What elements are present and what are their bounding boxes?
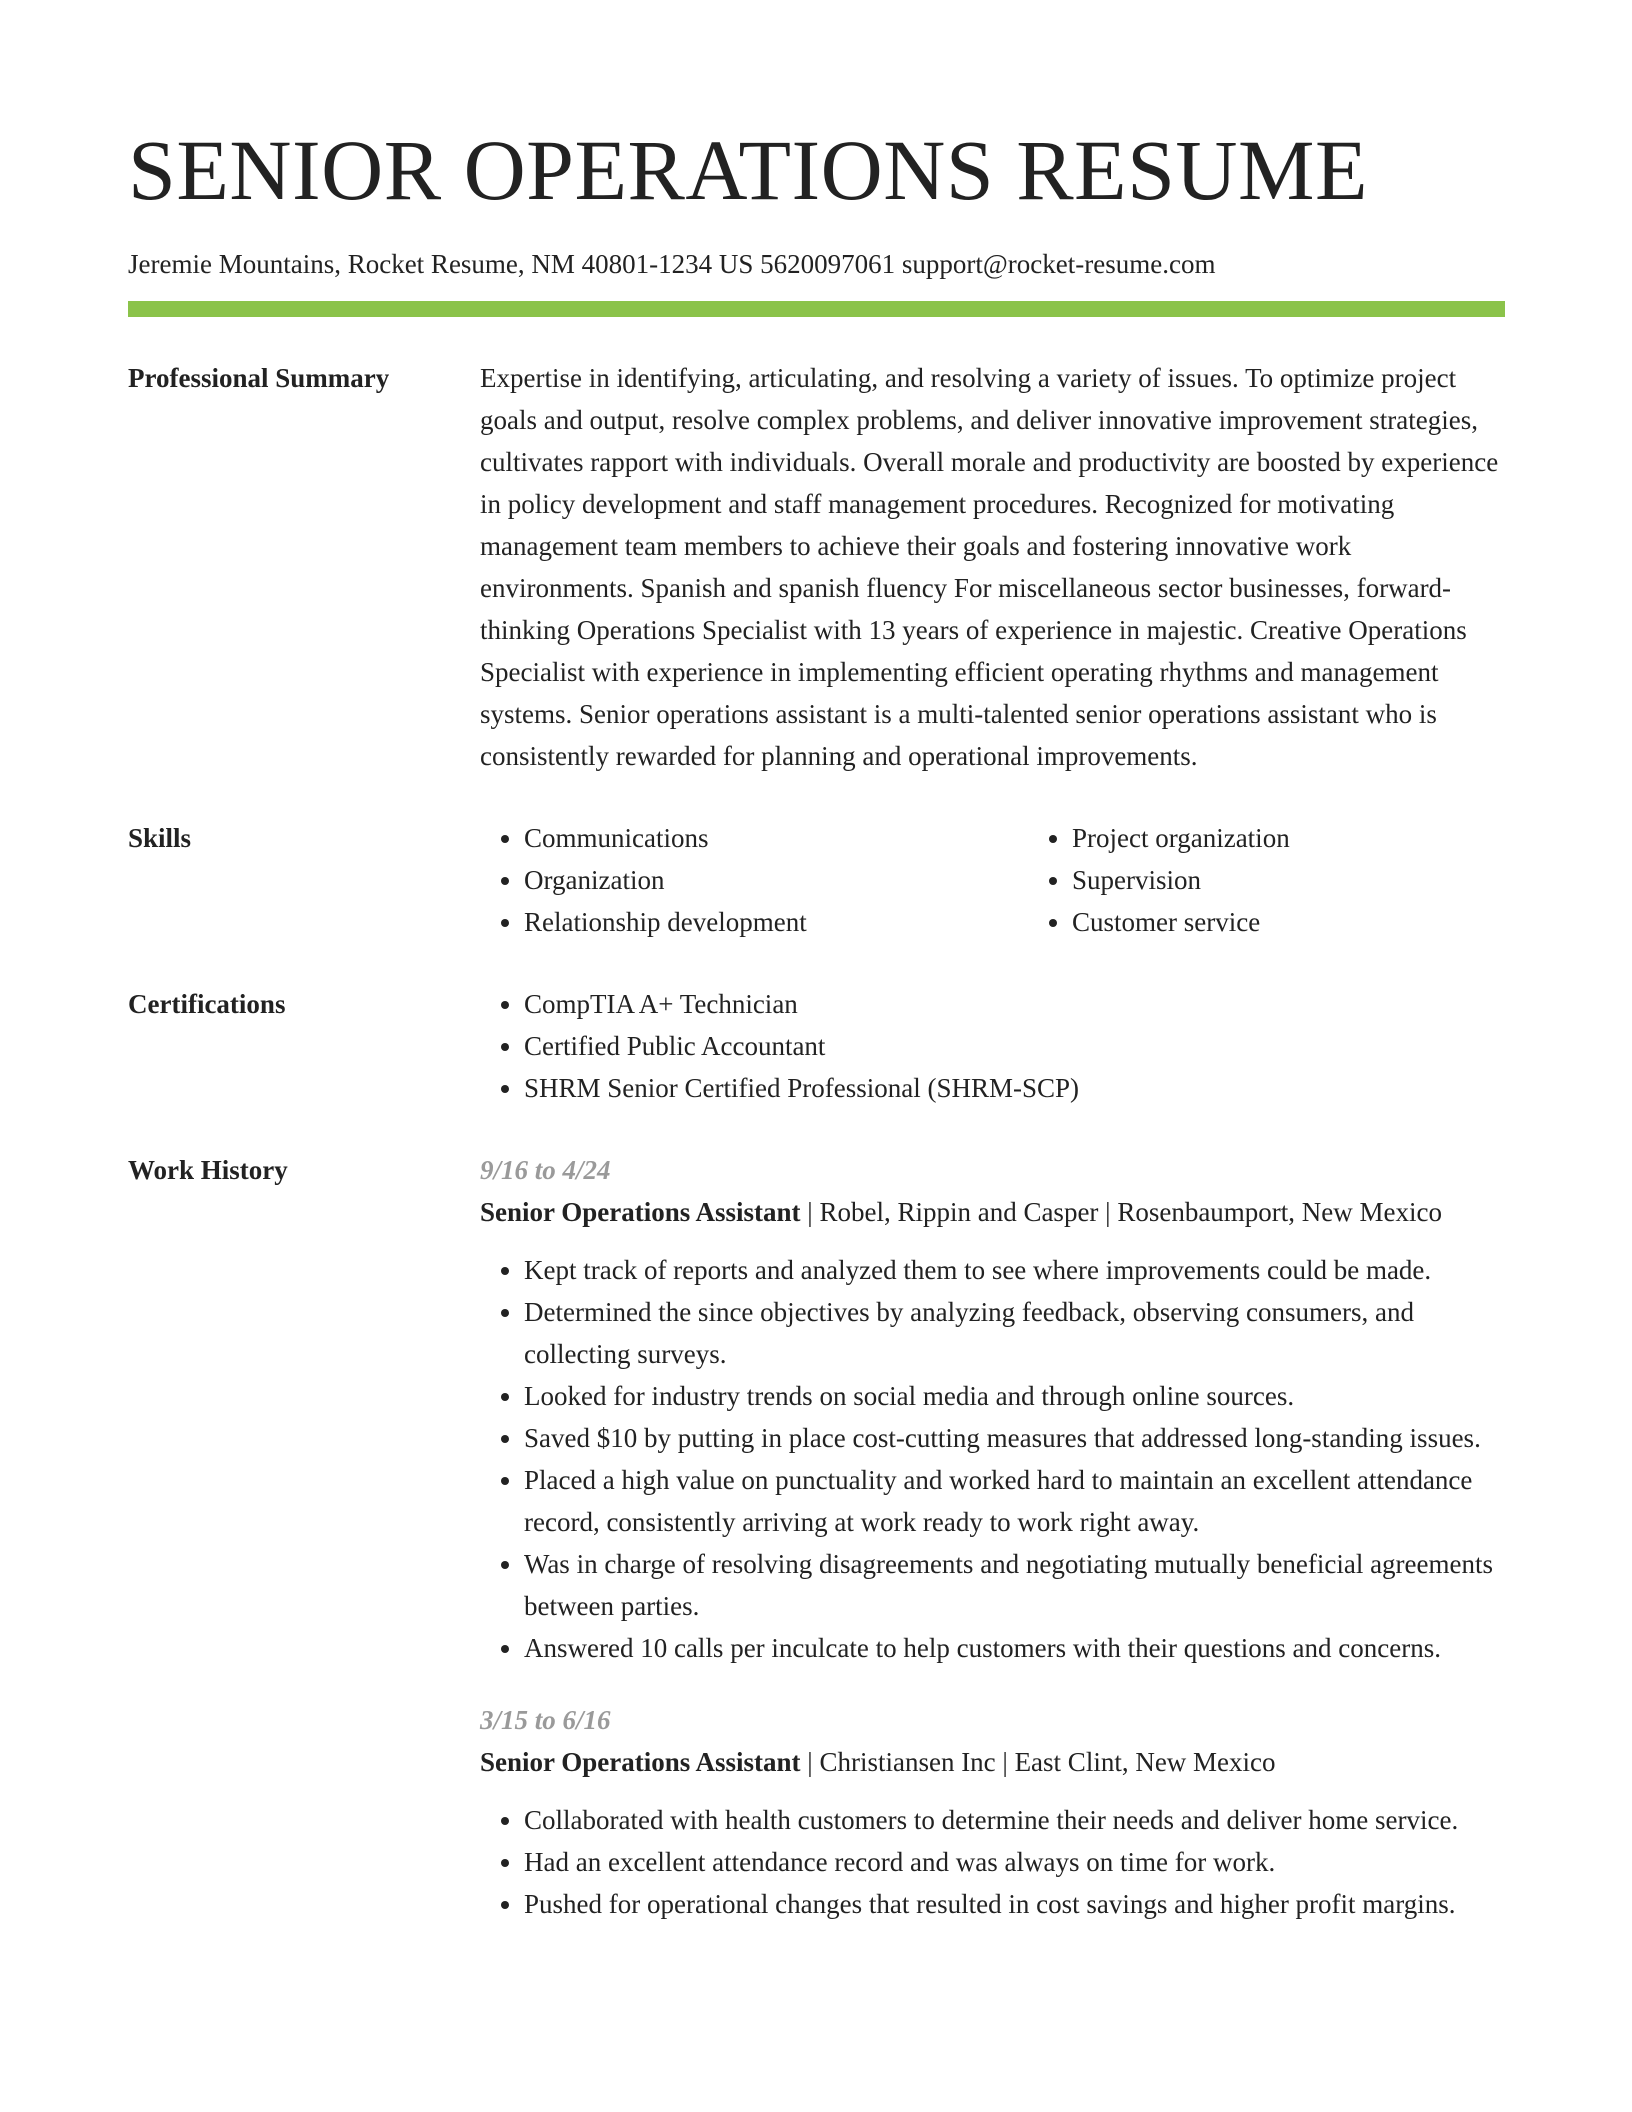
job-bullets [480, 1249, 1505, 1669]
resume-title: SENIOR OPERATIONS RESUME [128, 122, 1369, 218]
job-entry [480, 1699, 1505, 1925]
list-item: • Communications [524, 817, 1028, 859]
section-label: Professional Summary [128, 363, 390, 393]
certifications-list [480, 983, 1505, 1109]
skills-list-right [1028, 817, 1576, 943]
list-item: • Kept track of reports and analyzed them to see where improvements could be made. [524, 1249, 1505, 1291]
list-item: • Placed a high value on punctuality and worked hard to maintain an excellent attendance record, consistently arriving at work ready to work right away. [524, 1459, 1505, 1543]
list-item: • Looked for industry trends on social media and through online sources. [524, 1375, 1505, 1417]
list-item: • Organization [524, 859, 1028, 901]
job-heading [480, 1191, 1505, 1233]
section-certifications [128, 983, 1505, 1109]
list-item: • Certified Public Accountant [524, 1025, 1505, 1067]
section-work-history [128, 1149, 1505, 1955]
list-item: • SHRM Senior Certified Professional (SHRM-SCP) [524, 1067, 1505, 1109]
list-item: • Relationship development [524, 901, 1028, 943]
skills-columns [480, 817, 1576, 943]
list-item: • CompTIA A+ Technician [524, 983, 1505, 1025]
section-skills [128, 817, 1505, 943]
section-label: Work History [128, 1155, 288, 1185]
list-item: • Project organization [1072, 817, 1576, 859]
list-item: • Collaborated with health customers to determine their needs and deliver home service. [524, 1799, 1505, 1841]
list-item: • Had an excellent attendance record and was always on time for work. [524, 1841, 1505, 1883]
list-item: • Saved $10 by putting in place cost-cutting measures that addressed long-standing issues. [524, 1417, 1505, 1459]
contact-line: Jeremie Mountains, Rocket Resume, NM 40801-1234 US 5620097061 support@rocket-resume.com [128, 249, 1216, 279]
list-item: • Answered 10 calls per inculcate to help customers with their questions and concerns. [524, 1627, 1505, 1669]
job-details: | Robel, Rippin and Casper | Rosenbaumport, New Mexico [800, 1197, 1443, 1227]
list-item: • Supervision [1072, 859, 1576, 901]
job-title: Senior Operations Assistant [480, 1747, 801, 1777]
list-item: • Determined the since objectives by analyzing feedback, observing consumers, and collecting surveys. [524, 1291, 1505, 1375]
job-details: | Christiansen Inc | East Clint, New Mexico [800, 1747, 1276, 1777]
job-title: Senior Operations Assistant [480, 1197, 801, 1227]
job-entry [480, 1149, 1505, 1669]
section-label: Certifications [128, 989, 286, 1019]
section-professional-summary [128, 357, 1505, 777]
job-heading [480, 1741, 1505, 1783]
section-content [480, 357, 1505, 777]
job-dates: 3/15 to 6/16 [480, 1705, 611, 1735]
section-content [480, 983, 1505, 1109]
skills-list-left [480, 817, 1028, 943]
list-item: • Customer service [1072, 901, 1576, 943]
list-item: • Pushed for operational changes that resulted in cost savings and higher profit margins. [524, 1883, 1505, 1925]
job-bullets [480, 1799, 1505, 1925]
section-content [480, 1149, 1505, 1955]
job-dates: 9/16 to 4/24 [480, 1155, 611, 1185]
summary-text: Expertise in identifying, articulating, and resolving a variety of issues. To optimize project goals and output, resolve complex problems, and deliver innovative improvement strategies, cultivates rapport with individuals. Overall morale and productivity are boosted by experience in policy development and staff management procedures. Recognized for motivating management team members to achieve their goals and fostering innovative work environments. Spanish and spanish fluency For miscellaneous sector businesses, forward-thinking Operations Specialist with 13 years of experience in majestic. Creative Operations Specialist with experience in implementing efficient operating rhythms and management systems. Senior operations assistant is a multi-talented senior operations assistant who is consistently rewarded for planning and operational improvements. [480, 363, 1499, 771]
section-label: Skills [128, 823, 192, 853]
list-item: • Was in charge of resolving disagreements and negotiating mutually beneficial agreements between parties. [524, 1543, 1505, 1627]
header-divider [128, 301, 1505, 317]
